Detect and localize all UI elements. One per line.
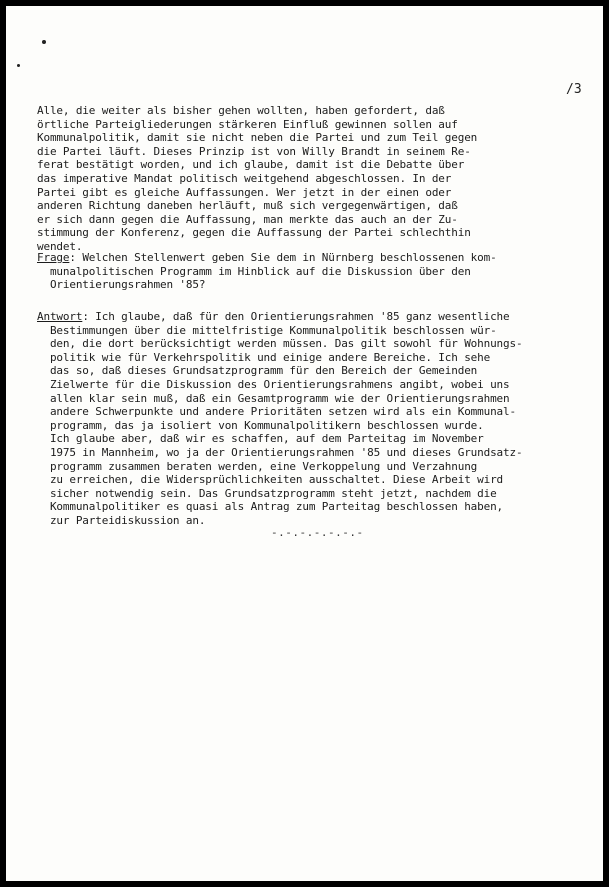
question-label: Frage: [37, 251, 70, 264]
paragraph-line: die Partei läuft. Dieses Prinzip ist von Willy Brandt in seinem Re-: [37, 144, 471, 158]
scan-speck: [17, 64, 20, 67]
answer-label: Antwort: [37, 310, 83, 323]
answer-line: sicher notwendig sein. Das Grundsatzprogramm steht jetzt, nachdem die: [37, 486, 497, 500]
answer-line: Ich glaube aber, daß wir es schaffen, auf dem Parteitag im November: [37, 432, 484, 446]
answer-line: den, die dort berücksichtigt werden müssen. Das gilt sowohl für Wohnungs-: [37, 337, 523, 351]
question-line: Orientierungsrahmen '85?: [37, 278, 206, 292]
answer-line: programm, das ja isoliert von Kommunalpolitikern beschlossen wurde.: [37, 418, 484, 432]
paragraph-line: Kommunalpolitik, damit sie nicht neben die Partei und zum Teil gegen: [37, 131, 478, 145]
question-line: munalpolitischen Programm im Hinblick auf die Diskussion über den: [37, 264, 471, 278]
answer-line: programm zusammen beraten werden, eine Verkoppelung und Verzahnung: [37, 459, 478, 473]
answer-line: andere Schwerpunkte und andere Prioritäten setzen wird als ein Kommunal-: [37, 405, 516, 419]
section-divider: -.-.-.-.-.-.-: [271, 526, 364, 539]
answer-block: [37, 310, 563, 528]
paragraph-line: Alle, die weiter als bisher gehen wollten, haben gefordert, daß: [37, 104, 445, 117]
paragraph-line: örtliche Parteigliederungen stärkeren Einfluß gewinnen sollen auf: [37, 117, 458, 131]
paragraph-intro: [37, 104, 563, 254]
paragraph-line: er sich dann gegen die Auffassung, man merkte das auch an der Zu-: [37, 212, 458, 226]
paragraph-line: das imperative Mandat politisch weitgehend abgeschlossen. In der: [37, 171, 452, 185]
paragraph-line: ferat bestätigt worden, und ich glaube, damit ist die Debatte über: [37, 158, 465, 172]
answer-line: Bestimmungen über die mittelfristige Kommunalpolitik beschlossen wür-: [37, 323, 497, 337]
paragraph-line: Partei gibt es gleiche Auffassungen. Wer jetzt in der einen oder: [37, 185, 452, 199]
answer-line: Kommunalpolitiker es quasi als Antrag zum Parteitag beschlossen haben,: [37, 500, 504, 514]
answer-line: 1975 in Mannheim, wo ja der Orientierungsrahmen '85 und dieses Grundsatz-: [37, 445, 523, 459]
answer-line: zu erreichen, die Widersprüchlichkeiten ausschaltet. Diese Arbeit wird: [37, 473, 504, 487]
scan-speck: [42, 40, 46, 44]
answer-line: politik wie für Verkehrspolitik und einige andere Bereiche. Ich sehe: [37, 350, 491, 364]
answer-line: das so, daß dieses Grundsatzprogramm für den Bereich der Gemeinden: [37, 364, 478, 378]
document-page: [6, 6, 603, 881]
question-line: : Welchen Stellenwert geben Sie dem in Nürnberg beschlossenen kom-: [69, 251, 497, 264]
paragraph-line: stimmung der Konferenz, gegen die Auffassung der Partei schlechthin: [37, 226, 471, 240]
answer-line: allen klar sein muß, daß ein Gesamtprogramm wie der Orientierungsrahmen: [37, 391, 510, 405]
paragraph-line: wendet.: [37, 239, 83, 253]
question-block: [37, 251, 563, 292]
answer-line: : Ich glaube, daß für den Orientierungsrahmen '85 ganz wesentliche: [82, 310, 510, 323]
answer-line: Zielwerte für die Diskussion des Orientierungsrahmens angibt, wobei uns: [37, 377, 510, 391]
paragraph-line: anderen Richtung daneben herläuft, muß sich vergegenwärtigen, daß: [37, 199, 458, 213]
answer-line: zur Parteidiskussion an.: [37, 513, 206, 527]
page-number: /3: [566, 82, 582, 97]
